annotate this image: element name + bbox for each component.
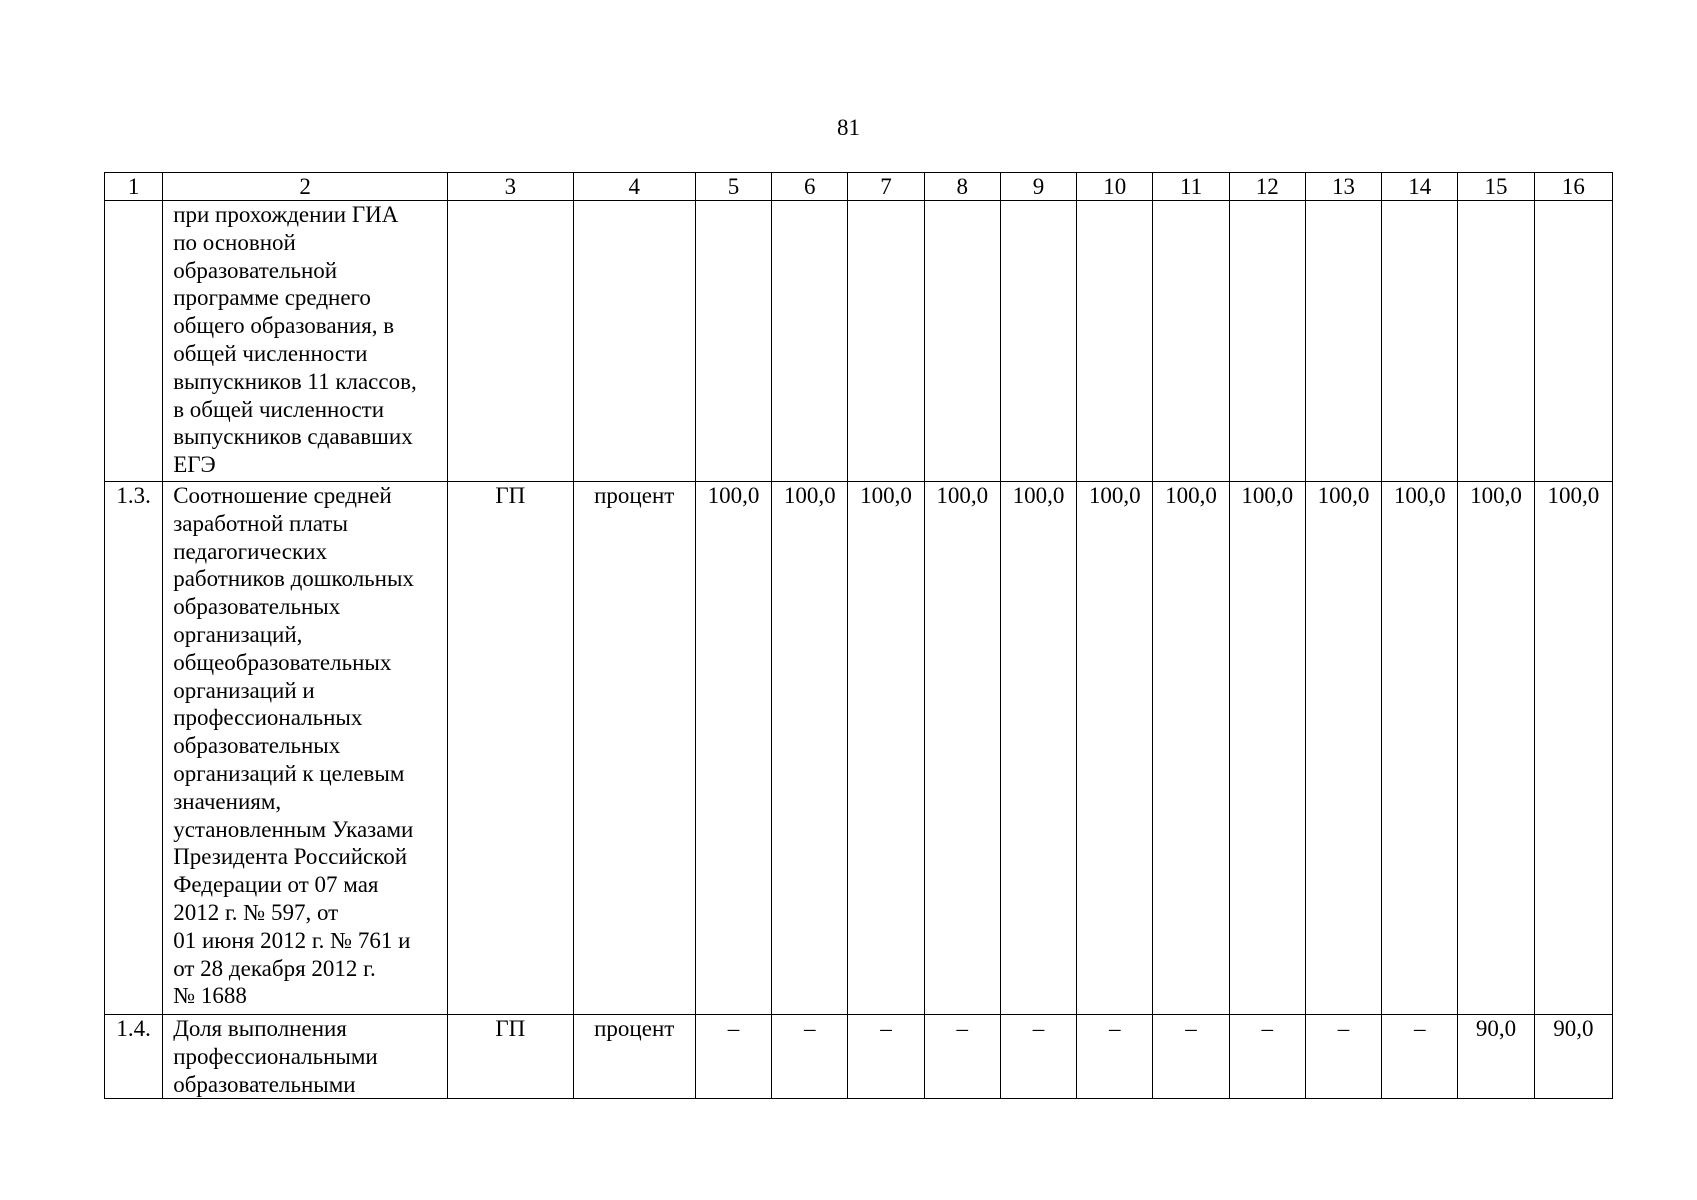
value-cell: –	[772, 1015, 848, 1099]
description-line: организаций и	[173, 677, 315, 703]
value-cell: –	[848, 1015, 924, 1099]
value-cell	[848, 201, 924, 482]
description-line: заработной платы	[173, 510, 348, 536]
description-line: образовательных	[173, 733, 341, 759]
description-line: образовательной	[173, 257, 338, 283]
description-line: 01 июня 2012 г. № 761 и	[173, 927, 411, 953]
value-cell: –	[1153, 1015, 1229, 1099]
table-row	[105, 201, 1613, 482]
column-header-9: 9	[1000, 173, 1076, 201]
description-line: выпускников сдававших	[173, 424, 413, 450]
column-header-6: 6	[772, 173, 848, 201]
indicator-description	[163, 1015, 448, 1099]
value-cell: 100,0	[1305, 482, 1381, 1015]
column-header-3: 3	[448, 173, 573, 201]
table-row	[105, 482, 1613, 1015]
indicator-description	[163, 482, 448, 1015]
description-line: профессиональными	[173, 1043, 378, 1069]
description-line: при прохождении ГИА	[173, 202, 399, 227]
page-number: 81	[837, 115, 860, 140]
indicator-unit: процент	[573, 1015, 695, 1099]
value-cell: 100,0	[695, 482, 771, 1015]
value-cell: –	[924, 1015, 1000, 1099]
description-line: профессиональных	[173, 705, 363, 731]
description-line: педагогических	[173, 538, 327, 564]
value-cell: 90,0	[1458, 1015, 1534, 1099]
indicator-description	[163, 201, 448, 482]
value-cell	[1382, 201, 1458, 482]
value-cell: –	[1305, 1015, 1381, 1099]
value-cell: 100,0	[1077, 482, 1153, 1015]
description-line: общей численности	[173, 340, 368, 366]
value-cell	[695, 201, 771, 482]
row-number: 1.4.	[105, 1015, 163, 1099]
value-cell	[1534, 201, 1612, 482]
value-cell	[1077, 201, 1153, 482]
description-line: от 28 декабря 2012 г.	[173, 955, 376, 981]
description-line: установленным Указами	[173, 816, 414, 842]
indicator-unit	[573, 201, 695, 482]
value-cell	[924, 201, 1000, 482]
value-cell	[1458, 201, 1534, 482]
column-header-1: 1	[105, 173, 163, 201]
description-line: работников дошкольных	[173, 566, 414, 592]
column-header-13: 13	[1305, 173, 1381, 201]
description-line: Доля выполнения	[173, 1016, 347, 1041]
description-line: общего образования, в	[173, 313, 395, 339]
indicator-source	[448, 201, 573, 482]
value-cell: 100,0	[924, 482, 1000, 1015]
value-cell: 100,0	[1229, 482, 1305, 1015]
column-header-8: 8	[924, 173, 1000, 201]
column-header-4: 4	[573, 173, 695, 201]
indicator-unit: процент	[573, 482, 695, 1015]
column-header-15: 15	[1458, 173, 1534, 201]
description-line: № 1688	[173, 983, 247, 1009]
column-header-10: 10	[1077, 173, 1153, 201]
value-cell: 100,0	[1382, 482, 1458, 1015]
description-line: Президента Российской	[173, 844, 408, 870]
description-line: образовательных	[173, 594, 341, 620]
value-cell: 100,0	[848, 482, 924, 1015]
description-line: 2012 г. № 597, от	[173, 899, 339, 925]
value-cell	[1229, 201, 1305, 482]
description-line: Федерации от 07 мая	[173, 872, 379, 898]
value-cell	[1305, 201, 1381, 482]
value-cell: 100,0	[1000, 482, 1076, 1015]
value-cell: –	[1000, 1015, 1076, 1099]
value-cell: 100,0	[1534, 482, 1612, 1015]
value-cell: 100,0	[1458, 482, 1534, 1015]
value-cell: 90,0	[1534, 1015, 1612, 1099]
value-cell	[1000, 201, 1076, 482]
column-header-12: 12	[1229, 173, 1305, 201]
description-line: организаций,	[173, 621, 303, 647]
value-cell: –	[1229, 1015, 1305, 1099]
description-line: образовательными	[173, 1071, 356, 1097]
header-row	[105, 173, 1613, 201]
description-line: программе среднего	[173, 285, 371, 311]
column-header-14: 14	[1382, 173, 1458, 201]
value-cell: –	[1077, 1015, 1153, 1099]
table-row	[105, 1015, 1613, 1099]
row-number	[105, 201, 163, 482]
description-line: по основной	[173, 229, 296, 255]
indicator-source: ГП	[448, 482, 573, 1015]
description-line: значениям,	[173, 788, 282, 814]
indicator-source: ГП	[448, 1015, 573, 1099]
indicators-table	[104, 172, 1613, 1099]
description-line: общеобразовательных	[173, 649, 392, 675]
description-line: организаций к целевым	[173, 760, 405, 786]
column-header-16: 16	[1534, 173, 1612, 201]
row-number: 1.3.	[105, 482, 163, 1015]
value-cell: 100,0	[1153, 482, 1229, 1015]
column-header-5: 5	[695, 173, 771, 201]
description-line: ЕГЭ	[173, 452, 216, 478]
value-cell	[772, 201, 848, 482]
value-cell: –	[1382, 1015, 1458, 1099]
value-cell: –	[695, 1015, 771, 1099]
column-header-11: 11	[1153, 173, 1229, 201]
description-line: в общей численности	[173, 396, 385, 422]
description-line: Соотношение средней	[173, 483, 392, 508]
column-header-7: 7	[848, 173, 924, 201]
value-cell: 100,0	[772, 482, 848, 1015]
column-header-2: 2	[163, 173, 448, 201]
value-cell	[1153, 201, 1229, 482]
description-line: выпускников 11 классов,	[173, 368, 417, 394]
